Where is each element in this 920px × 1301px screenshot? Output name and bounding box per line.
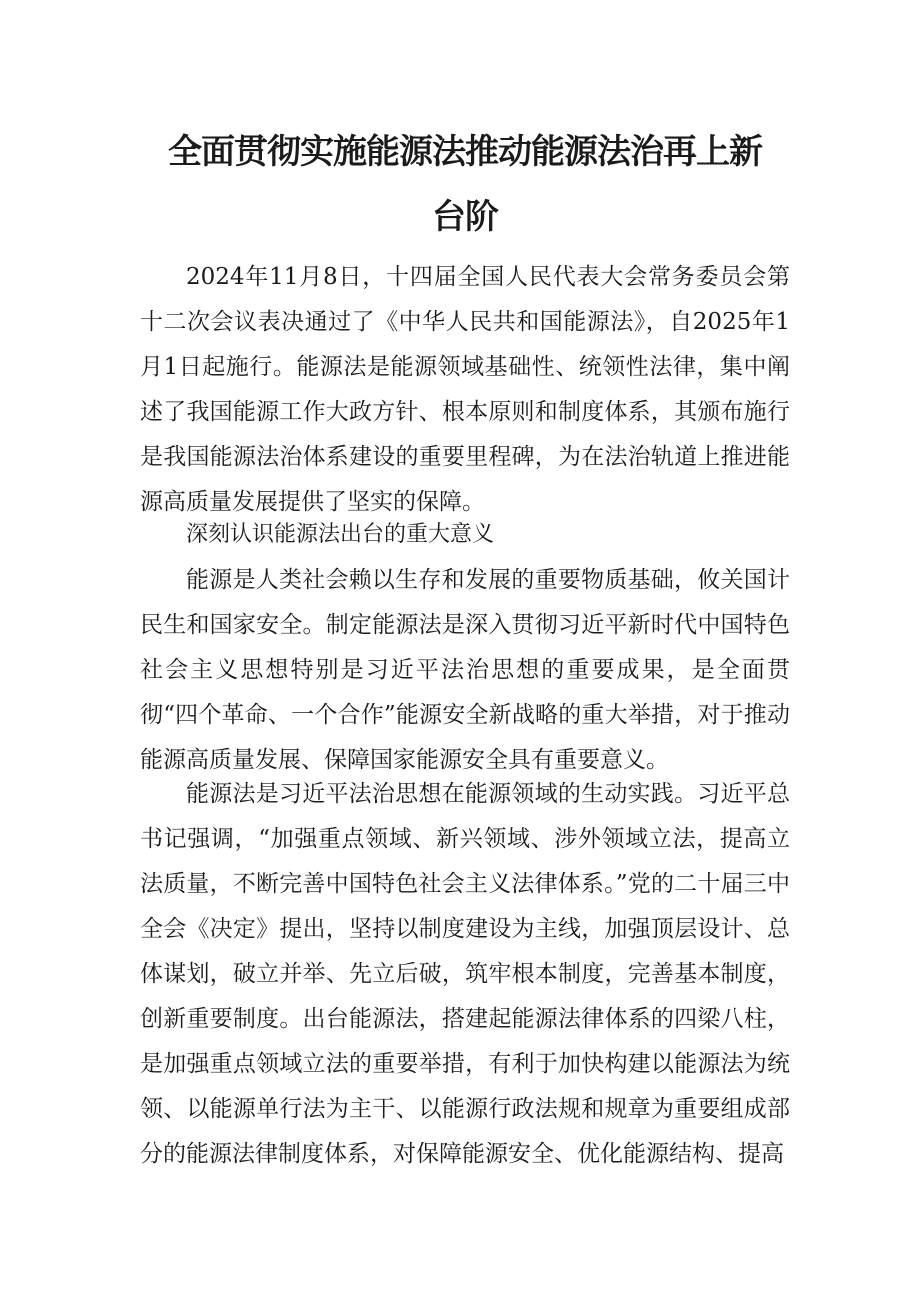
paragraph-significance: 能源是人类社会赖以生存和发展的重要物质基础，攸关国计民生和国家安全。制定能源法是深入贯彻习近平新时代中国特色社会主义思想特别是习近平法治思想的重要成果，是全面贯彻“四个革命、一个合作”能源安全新战略的重大举措，对于推动能源高质量发展、保障国家能源安全具有重要意义。	[140, 567, 790, 773]
paragraph-intro: 2024年11月8日，十四届全国人民代表大会常务委员会第十二次会议表决通过了《中华人民共和国能源法》，自2025年1月1日起施行。能源法是能源领域基础性、统领性法律，集中阐述了我国能源工作大政方针、根本原则和制度体系，其颁布施行是我国能源法治体系建设的重要里程碑，为在法治轨道上推进能源高质量发展提供了坚实的保障。	[140, 264, 790, 515]
paragraph-practice: 能源法是习近平法治思想在能源领域的生动实践。习近平总书记强调，“加强重点领域、新兴领域、涉外领域立法，提高立法质量，不断完善中国特色社会主义法律体系。”党的二十届三中全会《决定》提出，坚持以制度建设为主线，加强顶层设计、总体谋划，破立并举、先立后破，筑牢根本制度，完善基本制度，创新重要制度。出台能源法，搭建起能源法律体系的四梁八柱，是加强重点领域立法的重要举措，有利于加快构建以能源法为统领、以能源单行法为主干、以能源行政法规和规章为重要组成部分的能源法律制度体系，对保障能源安全、优化能源结构、提高	[140, 781, 790, 1167]
section-heading: 深刻认识能源法出台的重大意义	[186, 522, 495, 547]
document-title-line-1: 全面贯彻实施能源法推动能源法治再上新	[168, 132, 762, 172]
document-title-line-2: 台阶	[432, 197, 498, 237]
